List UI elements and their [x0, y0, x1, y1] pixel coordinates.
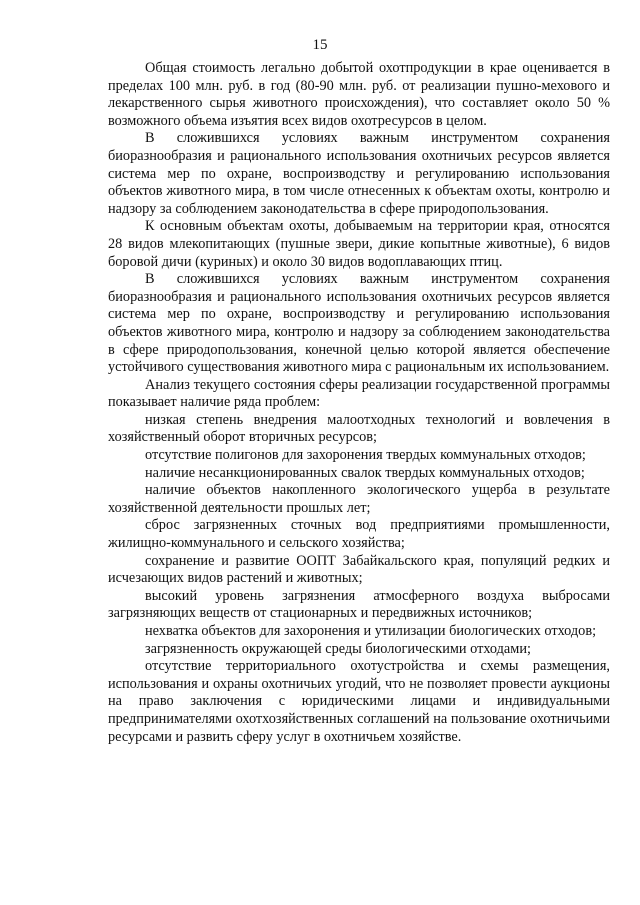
paragraph-sistema-mer-2: В сложившихся условиях важным инструментом сохранения биоразнообразия и рационального использования охотничьих ресурсов является система мер по охране, воспроизводству и регулированию использования объектов животного мира, контролю и надзору за соблюдением законодательства в сфере природопользования, конечной целью которой является обеспечение устойчивого существования животного мира с рациональным их использованием. [108, 271, 610, 376]
problem-item: наличие несанкционированных свалок твердых коммунальных отходов; [145, 464, 585, 481]
paragraph-stoimost: Общая стоимость легально добытой охотпродукции в крае оценивается в пределах 100 млн. руб. в год (80-90 млн. руб. от реализации пушно-мехового и лекарственного сырья животного происхождения), что составляет около 50 % возможного объема изъятия всех видов охотресурсов в целом. [108, 60, 610, 129]
problem-item: наличие объектов накопленного экологического ущерба в результате хозяйственной деятельности прошлых лет; [108, 482, 610, 516]
document-body [108, 60, 610, 746]
problem-item: загрязненность окружающей среды биологическими отходами; [145, 640, 531, 657]
problem-item: отсутствие территориального охотустройства и схемы размещения, использования и охраны охотничьих угодий, что не позволяет провести аукционы на право заключения с юридическими лицами и индивидуальными предпринимателями охотхозяйственных соглашений на пользование охотничьими ресурсами и развить сферу услуг в охотничьем хозяйстве. [108, 658, 610, 745]
problem-item: низкая степень внедрения малоотходных технологий и вовлечения в хозяйственный оборот вторичных ресурсов; [108, 411, 610, 446]
problem-item: отсутствие полигонов для захоронения твердых коммунальных отходов; [145, 447, 586, 464]
paragraph-sistema-mer-1: В сложившихся условиях важным инструментом сохранения биоразнообразия и рационального использования охотничьих ресурсов является система мер по охране, воспроизводству и регулированию использования объектов животного мира, в том числе отнесенных к объектам охоты, контролю и надзору за соблюдением законодательства в сфере природопользования. [108, 130, 610, 217]
paragraph-obekty-okhoty: К основным объектам охоты, добываемым на территории края, относятся 28 видов млекопитающих (пушные звери, дикие копытные животные), 6 видов боровой дичи (куриных) и около 30 видов водоплавающих птиц. [108, 218, 610, 270]
page-number: 15 [312, 37, 328, 53]
problem-item: высокий уровень загрязнения атмосферного воздуха выбросами загрязняющих веществ от стационарных и передвижных источников; [108, 587, 610, 622]
problem-item: сохранение и развитие ООПТ Забайкальского края, популяций редких и исчезающих видов растений и животных; [108, 552, 610, 587]
problem-item: сброс загрязненных сточных вод предприятиями промышленности, жилищно-коммунального и сельского хозяйства; [108, 517, 610, 552]
paragraph-analiz: Анализ текущего состояния сферы реализации государственной программы показывает наличие ряда проблем: [108, 376, 610, 411]
problem-item: нехватка объектов для захоронения и утилизации биологических отходов; [145, 623, 597, 639]
